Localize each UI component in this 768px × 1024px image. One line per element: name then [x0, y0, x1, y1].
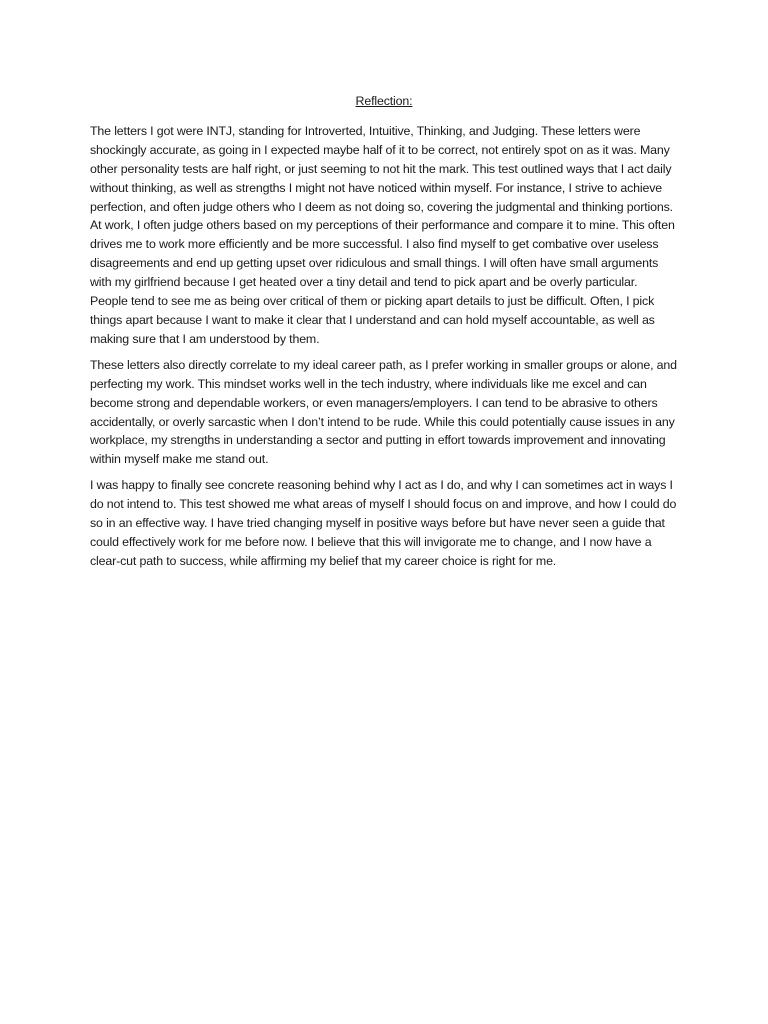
- document-body: [90, 92, 678, 578]
- paragraph-2: These letters also directly correlate to my ideal career path, as I prefer working in smaller groups or alone, and perfecting my work. This mindset works well in the tech industry, where individuals like me excel and can become strong and dependable workers, or even managers/employers. I can tend to be abrasive to others accidentally, or overly sarcastic when I don’t intend to be rude. While this could potentially cause issues in any workplace, my strengths in understanding a sector and putting in effort towards improvement and innovating within myself make me stand out.: [90, 357, 677, 467]
- paragraph-1: The letters I got were INTJ, standing for Introverted, Intuitive, Thinking, and Judging. These letters were shockingly accurate, as going in I expected maybe half of it to be correct, not entirely spot on as it was. Many other personality tests are half right, or just seeming to not hit the mark. This test outlined ways that I act daily without thinking, as well as strengths I might not have noticed within myself. For instance, I strive to achieve perfection, and often judge others who I deem as not doing so, covering the judgmental and thinking portions. At work, I often judge others based on my perceptions of their performance and compare it to mine. This often drives me to work more efficiently and be more successful. I also find myself to get combative over useless disagreements and end up getting upset over ridiculous and small things. I will often have small arguments with my girlfriend because I get heated over a tiny detail and tend to pick apart and be overly particular. People tend to see me as being over critical of them or picking apart details to just be difficult. Often, I pick things apart because I want to make it clear that I understand and can hold myself accountable, as well as making sure that I am understood by them.: [90, 123, 675, 346]
- document-title: Reflection:: [355, 94, 413, 108]
- paragraph-3: I was happy to finally see concrete reasoning behind why I act as I do, and why I can sometimes act in ways I do not intend to. This test showed me what areas of myself I should focus on and improve, and how I could do so in an effective way. I have tried changing myself in positive ways before but have never seen a guide that could effectively work for me before now. I believe that this will invigorate me to change, and I now have a clear-cut path to success, while affirming my belief that my career choice is right for me.: [90, 478, 677, 568]
